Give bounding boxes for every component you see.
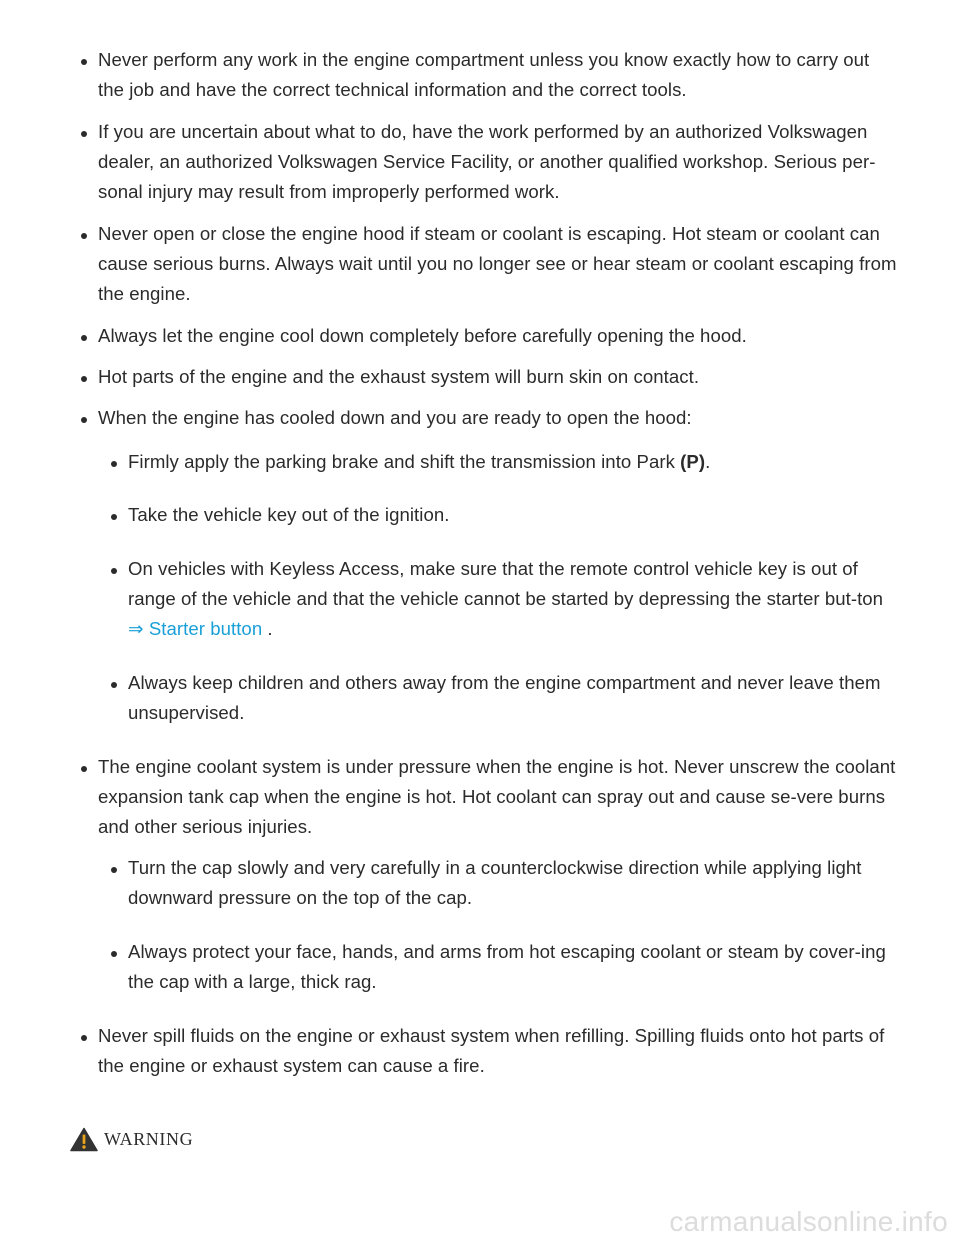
list-item xyxy=(98,219,898,309)
list-item-text: Never perform any work in the engine compartment unless you know exactly how to carry out the job and have the correct technical information and the correct tools. xyxy=(98,49,870,100)
sub-list-item-text: Always keep children and others away from the engine compartment and never leave them unsupervised. xyxy=(128,672,881,723)
list-item-text: Never open or close the engine hood if steam or coolant is escaping. Hot steam or coolant can cause serious burns. Always wait until you no longer see or hear steam or coolant escaping from the engine. xyxy=(98,223,897,304)
sub-list-item-text: On vehicles with Keyless Access, make sure that the remote control vehicle key is out of range of the vehicle and that the vehicle cannot be started by depressing the starter but-ton xyxy=(128,558,884,609)
sub-list-item-text: Firmly apply the parking brake and shift the transmission into Park xyxy=(128,451,681,472)
bullet-icon xyxy=(81,131,87,137)
sub-list-item-text: Always protect your face, hands, and arms from hot escaping coolant or steam by cover-ing the cap with a large, thick rag. xyxy=(128,941,886,992)
list-item-text: The engine coolant system is under pressure when the engine is hot. Never unscrew the coolant expansion tank cap when the engine is hot. Hot coolant can spray out and cause se-vere burns and other serious injuries. xyxy=(98,756,896,837)
bullet-icon xyxy=(111,461,117,467)
bullet-icon xyxy=(111,514,117,520)
watermark: carmanualsonline.info xyxy=(669,1206,948,1237)
bullet-icon xyxy=(81,233,87,239)
bullet-icon xyxy=(81,376,87,382)
bullet-icon xyxy=(81,59,87,65)
sub-list-item xyxy=(128,500,898,530)
warning-heading xyxy=(70,1124,193,1154)
list-item-text: Always let the engine cool down completely before carefully opening the hood. xyxy=(98,325,747,346)
bullet-icon xyxy=(111,867,117,873)
bullet-icon xyxy=(81,417,87,423)
warning-triangle-icon xyxy=(70,1127,98,1152)
list-item xyxy=(98,117,898,207)
list-item xyxy=(98,752,898,842)
sub-list-item xyxy=(128,853,898,913)
sub-list-item xyxy=(128,554,898,644)
list-item-text: Hot parts of the engine and the exhaust system will burn skin on contact. xyxy=(98,366,700,387)
bullet-icon xyxy=(81,335,87,341)
bullet-icon xyxy=(81,766,87,772)
list-item xyxy=(98,1021,898,1081)
sub-list-item-text: Take the vehicle key out of the ignition. xyxy=(128,504,450,525)
starter-button-link[interactable]: ⇒ Starter button xyxy=(128,618,263,639)
bullet-icon xyxy=(81,1035,87,1041)
list-item-text: If you are uncertain about what to do, have the work performed by an authorized Volkswagen dealer, an authorized Volkswagen Service Facility, or another qualified workshop. Serious per-sonal injury may result from improperly performed work. xyxy=(98,121,876,202)
sub-list-item-end: . xyxy=(705,451,711,472)
list-item-text: Never spill fluids on the engine or exhaust system when refilling. Spilling fluids onto hot parts of the engine or exhaust system can cause a fire. xyxy=(98,1025,885,1076)
bullet-icon xyxy=(111,682,117,688)
park-position-label: (P) xyxy=(680,451,706,472)
sub-list-item-text: Turn the cap slowly and very carefully in a counterclockwise direction while applying light downward pressure on the top of the cap. xyxy=(128,857,862,908)
list-item xyxy=(98,321,898,351)
list-item xyxy=(98,362,898,392)
bullet-icon xyxy=(111,951,117,957)
warning-label: WARNING xyxy=(104,1128,194,1149)
list-item xyxy=(98,403,898,433)
list-item xyxy=(98,45,898,105)
list-item-text: When the engine has cooled down and you are ready to open the hood: xyxy=(98,407,692,428)
sub-list-item xyxy=(128,668,898,728)
sub-list-item xyxy=(128,937,898,997)
bullet-icon xyxy=(111,568,117,574)
sub-list-item xyxy=(128,447,898,477)
sub-list-item-end: . xyxy=(262,618,273,639)
